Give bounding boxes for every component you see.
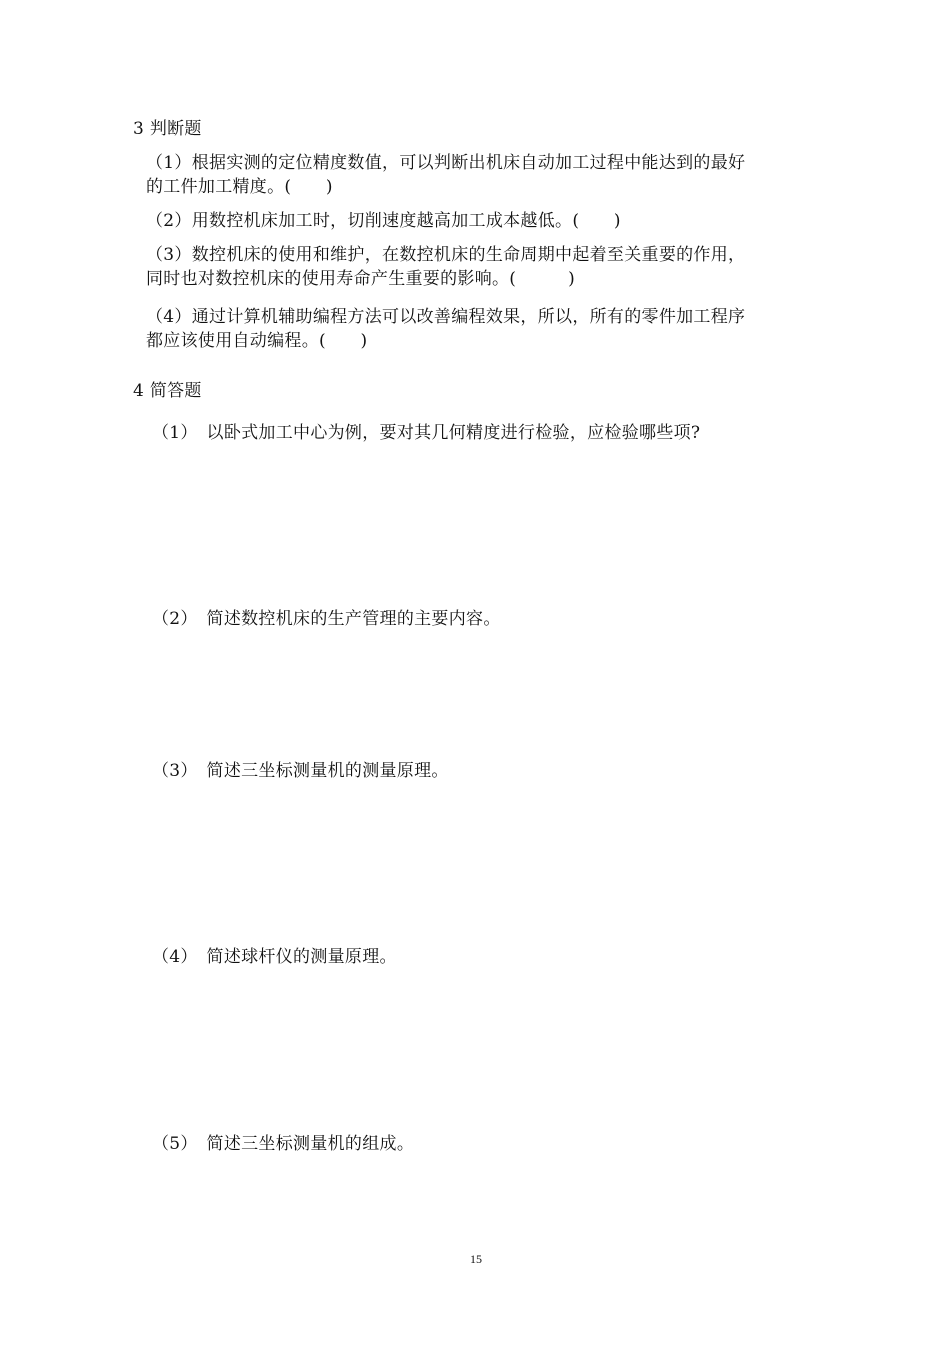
tf-question-4-line-1: （4）通过计算机辅助编程方法可以改善编程效果，所以，所有的零件加工程序 bbox=[146, 307, 746, 327]
tf-question-1-line-1: （1）根据实测的定位精度数值，可以判断出机床自动加工过程中能达到的最好 bbox=[146, 153, 746, 173]
tf-question-4-line-2: 都应该使用自动编程。( ) bbox=[146, 331, 368, 351]
tf-question-2: （2）用数控机床加工时，切削速度越高加工成本越低。( ) bbox=[146, 211, 621, 231]
short-answer-question-1: （1） 以卧式加工中心为例，要对其几何精度进行检验，应检验哪些项? bbox=[152, 423, 701, 443]
tf-question-3-line-2: 同时也对数控机床的使用寿命产生重要的影响。( ) bbox=[146, 269, 576, 289]
section-3-heading: 3 判断题 bbox=[133, 119, 202, 139]
short-answer-question-4: （4） 简述球杆仪的测量原理。 bbox=[152, 947, 397, 967]
tf-question-3-line-1: （3）数控机床的使用和维护，在数控机床的生命周期中起着至关重要的作用， bbox=[146, 245, 746, 265]
short-answer-question-3: （3） 简述三坐标测量机的测量原理。 bbox=[152, 761, 449, 781]
short-answer-question-2: （2） 简述数控机床的生产管理的主要内容。 bbox=[152, 609, 501, 629]
section-4-heading: 4 简答题 bbox=[133, 381, 202, 401]
short-answer-question-5: （5） 简述三坐标测量机的组成。 bbox=[152, 1134, 415, 1154]
tf-question-1-line-2: 的工件加工精度。( ) bbox=[146, 177, 333, 197]
page-number: 15 bbox=[470, 1252, 482, 1266]
